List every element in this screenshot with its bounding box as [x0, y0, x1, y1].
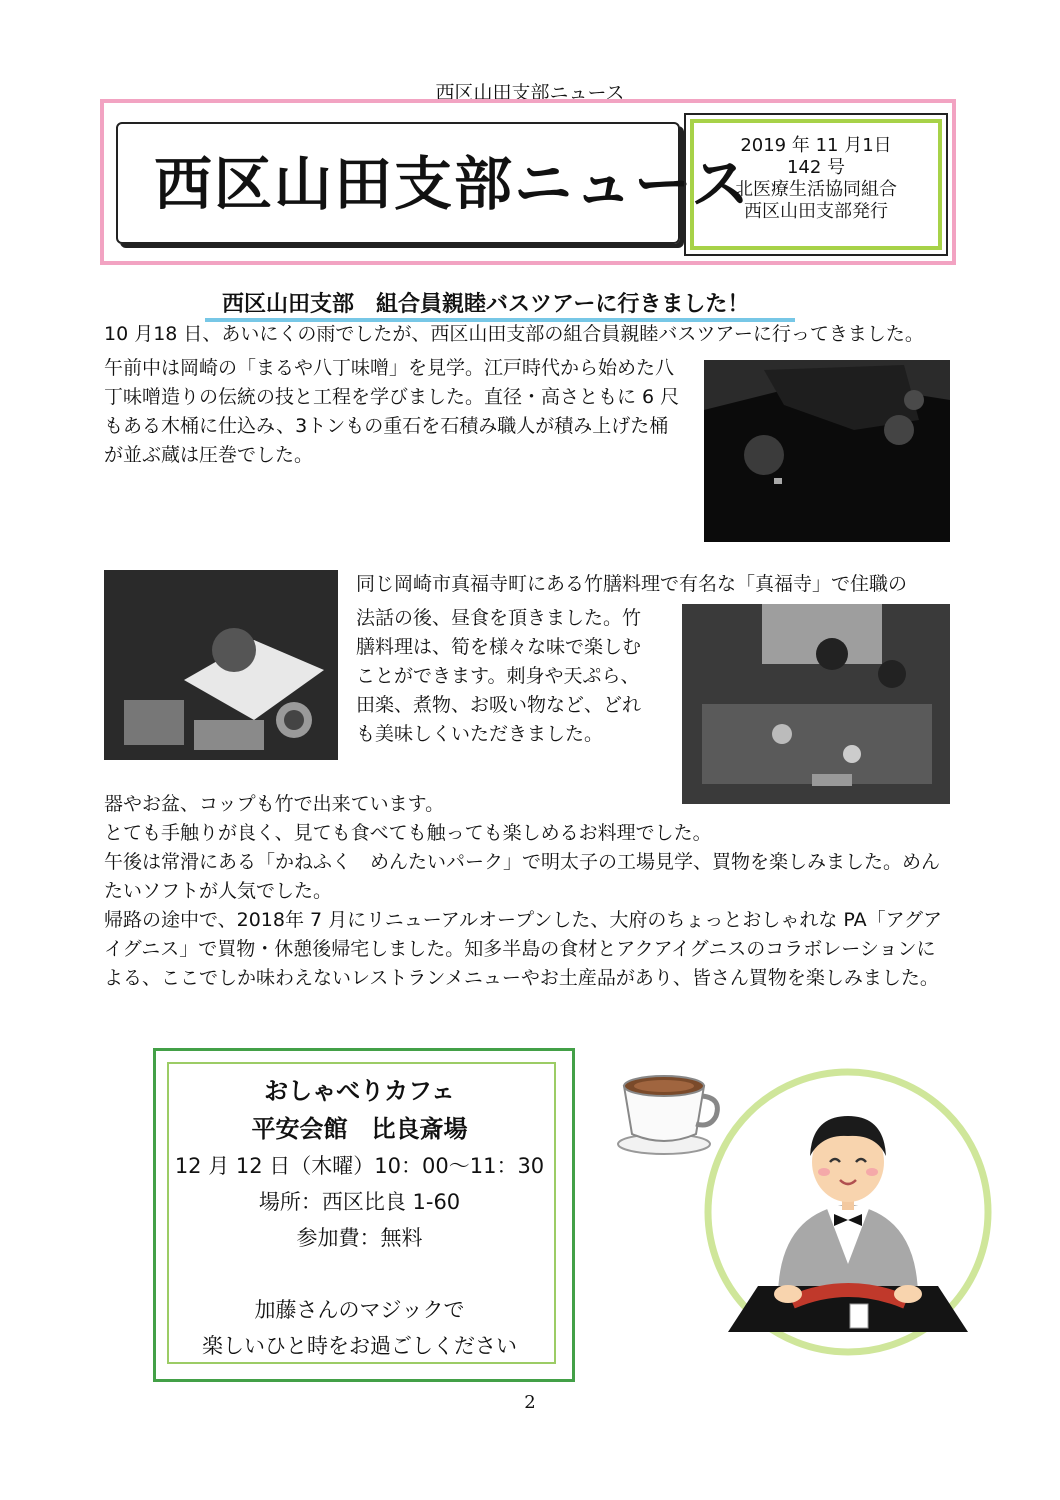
cafe-datetime: 12 月 12 日（木曜）10：00～11：30	[174, 1154, 545, 1178]
cafe-note-2: 楽しいひと時をお過ごしください	[202, 1334, 517, 1358]
text-line: 午後は常滑にある「かねふく めんたいパーク」で明太子の工場見学、買物を楽しみました。めん	[104, 851, 941, 873]
cafe-note-1: 加藤さんのマジックで	[254, 1298, 465, 1322]
article-paragraph-4	[104, 790, 964, 993]
text-line: 丁味噌造りの伝統の技と工程を学びました。直径・高さともに 6 尺	[104, 386, 680, 408]
issue-info-box	[690, 119, 942, 250]
magician-illustration	[700, 1064, 996, 1360]
issue-number: 142 号	[786, 157, 846, 178]
spacer	[167, 1256, 552, 1292]
bamboo-meal-photo	[104, 570, 338, 760]
text-line: よる、ここでしか味わえないレストランメニューやお土産品があり、皆さん買物を楽しみました。	[104, 967, 939, 989]
text-line: とても手触りが良く、見ても食べても触っても楽しめるお料理でした。	[104, 822, 712, 844]
page-number: 2	[524, 1392, 536, 1413]
article-paragraph-1: 10 月18 日、あいにくの雨でしたが、西区山田支部の組合員親睦バスツアーに行ってきました。	[104, 323, 924, 345]
running-header: 西区山田支部ニュース	[435, 82, 625, 104]
article-headline: 西区山田支部 組合員親睦バスツアーに行きました！	[222, 292, 750, 317]
masthead-title: 西区山田支部ニュース	[154, 150, 752, 218]
cafe-fee: 参加費：無料	[296, 1226, 423, 1250]
text-line: もある木桶に仕込み、3トンもの重石を石積み職人が積み上げた桶	[104, 415, 669, 437]
issue-date: 2019 年 11 月1日	[740, 135, 892, 156]
text-line: イグニス」で買物・休憩後帰宅しました。知多半島の食材とアクアイグニスのコラボレーションに	[104, 938, 936, 960]
article-paragraph-3-lead: 同じ岡崎市真福寺町にある竹膳料理で有名な「真福寺」で住職の	[356, 573, 908, 595]
text-line: 器やお盆、コップも竹で出来ています。	[104, 793, 445, 815]
text-line: 午前中は岡崎の「まるや八丁味噌」を見学。江戸時代から始めた八	[104, 357, 675, 379]
text-line: も美味しくいただきました。	[356, 723, 604, 745]
issue-org: 北医療生活協同組合	[735, 179, 897, 200]
article-paragraph-3	[356, 604, 686, 749]
cafe-announcement	[167, 1072, 552, 1364]
text-line: たいソフトが人気でした。	[104, 880, 333, 902]
cafe-place: 場所：西区比良 1-60	[258, 1190, 461, 1214]
text-line: が並ぶ蔵は圧巻でした。	[104, 444, 314, 466]
text-line: 法話の後、昼食を頂きました。竹	[356, 607, 642, 629]
issue-publisher: 西区山田支部発行	[744, 201, 888, 222]
dining-room-photo	[682, 604, 950, 804]
miso-storehouse-photo	[704, 360, 950, 542]
cafe-venue: 平安会館 比良斎場	[251, 1115, 468, 1143]
cafe-title: おしゃべりカフェ	[264, 1077, 455, 1105]
article-paragraph-2	[104, 354, 694, 470]
text-line: 田楽、煮物、お吸い物など、どれ	[356, 694, 642, 716]
text-line: 膳料理は、筍を様々な味で楽しむ	[356, 636, 642, 658]
text-line: ことができます。刺身や天ぷら、	[356, 665, 640, 687]
text-line: 帰路の途中で、2018年 7 月にリニューアルオープンした、大府のちょっとおしゃれな PA「アグア	[104, 909, 943, 931]
